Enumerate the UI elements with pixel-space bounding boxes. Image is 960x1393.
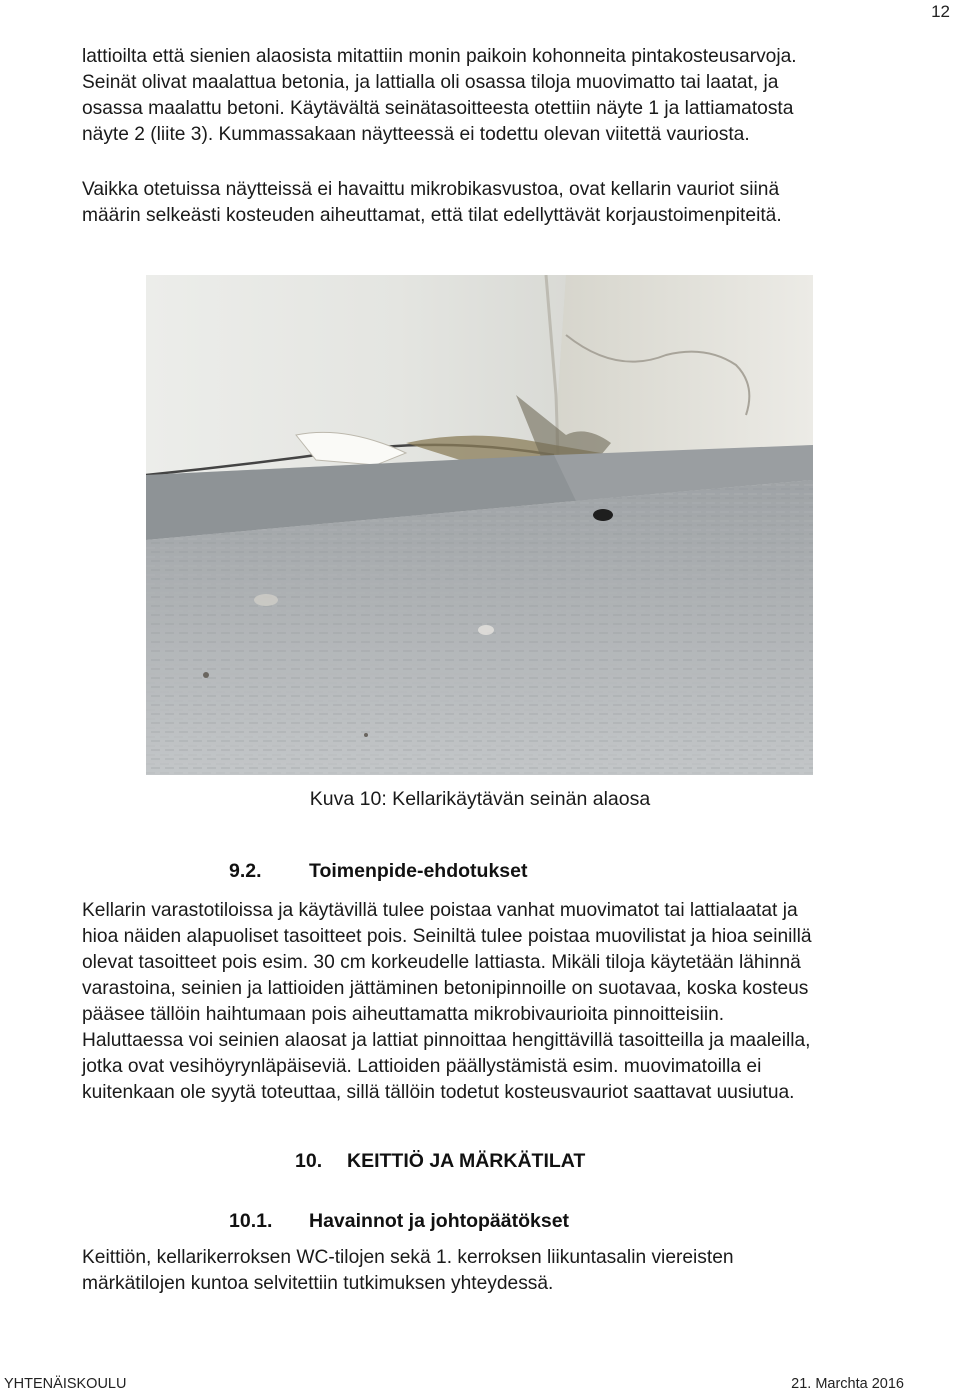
text-line: märkätilojen kuntoa selvitettiin tutkimuksen yhteydessä. xyxy=(82,1273,554,1294)
paragraph-recommendations xyxy=(82,898,942,1106)
text-line: jotka ovat vesihöyrynläpäiseviä. Lattioiden päällystämistä esim. muovimatoilla ei xyxy=(82,1056,762,1077)
paragraph-damage-conclusion xyxy=(82,177,942,229)
text-line: Kellarin varastotiloissa ja käytävillä tulee poistaa vanhat muovimatot tai lattialaatat ja xyxy=(82,900,798,921)
section-heading-10 xyxy=(295,1150,695,1176)
caption-text: Kuva 10: Kellarikäytävän seinän alaosa xyxy=(309,788,651,810)
section-title: KEITTIÖ JA MÄRKÄTILAT xyxy=(347,1150,586,1172)
text-line: kuitenkaan ole syytä toteuttaa, sillä tällöin todetut kosteusvauriot saattavat uusiutua. xyxy=(82,1082,795,1103)
footer-date: 21. Marchta 2016 xyxy=(791,1376,904,1392)
text-line: lattioilta että sienien alaosista mitattiin monin paikoin kohonneita pintakosteusarvoja. xyxy=(82,46,797,67)
text-line: Vaikka otetuissa näytteissä ei havaittu mikrobikasvustoa, ovat kellarin vauriot siinä xyxy=(82,179,780,200)
basement-wall-photo xyxy=(146,275,813,775)
text-line: varastoina, seinien ja lattioiden jättäminen betonipinnoille on suotavaa, koska kosteus xyxy=(82,978,809,999)
paragraph-moisture-findings xyxy=(82,44,942,148)
section-number: 10.1. xyxy=(229,1210,273,1232)
footer-document-name: YHTENÄISKOULU xyxy=(4,1376,127,1392)
section-heading-10-1 xyxy=(229,1210,689,1236)
figure-caption xyxy=(0,788,960,811)
text-line: Haluttaessa voi seinien alaosat ja lattiat pinnoittaa hengittävillä tasoitteilla ja maaleilla, xyxy=(82,1030,811,1051)
text-line: määrin selkeästi kosteuden aiheuttamat, että tilat edellyttävät korjaustoimenpiteitä. xyxy=(82,205,782,226)
section-number: 9.2. xyxy=(229,860,262,882)
text-line: Seinät olivat maalattua betonia, ja lattialla oli osassa tiloja muovimatto tai laatat, ja xyxy=(82,72,779,93)
text-line: osassa maalattu betoni. Käytävältä seinätasoitteesta otettiin näyte 1 ja lattiamatosta xyxy=(82,98,794,119)
section-heading-9-2 xyxy=(229,860,629,886)
text-line: hioa näiden alapuoliset tasoitteet pois. Seiniltä tulee poistaa muovilistat ja hioa seinillä xyxy=(82,926,812,947)
paragraph-observations xyxy=(82,1245,942,1297)
text-line: Keittiön, kellarikerroksen WC-tilojen sekä 1. kerroksen liikuntasalin viereisten xyxy=(82,1247,734,1268)
section-title: Toimenpide-ehdotukset xyxy=(309,860,528,882)
text-line: näyte 2 (liite 3). Kummassakaan näytteessä ei todettu olevan viitettä vauriosta. xyxy=(82,124,750,145)
text-line: pääsee tällöin haihtumaan pois aiheuttamatta mikrobivaurioita pinnoitteisiin. xyxy=(82,1004,725,1025)
text-line: olevat tasoitteet pois esim. 30 cm korkeudelle lattiasta. Mikäli tiloja käytetään lähinnä xyxy=(82,952,801,973)
section-title: Havainnot ja johtopäätökset xyxy=(309,1210,570,1232)
page-number: 12 xyxy=(931,2,950,21)
section-number: 10. xyxy=(295,1150,323,1172)
